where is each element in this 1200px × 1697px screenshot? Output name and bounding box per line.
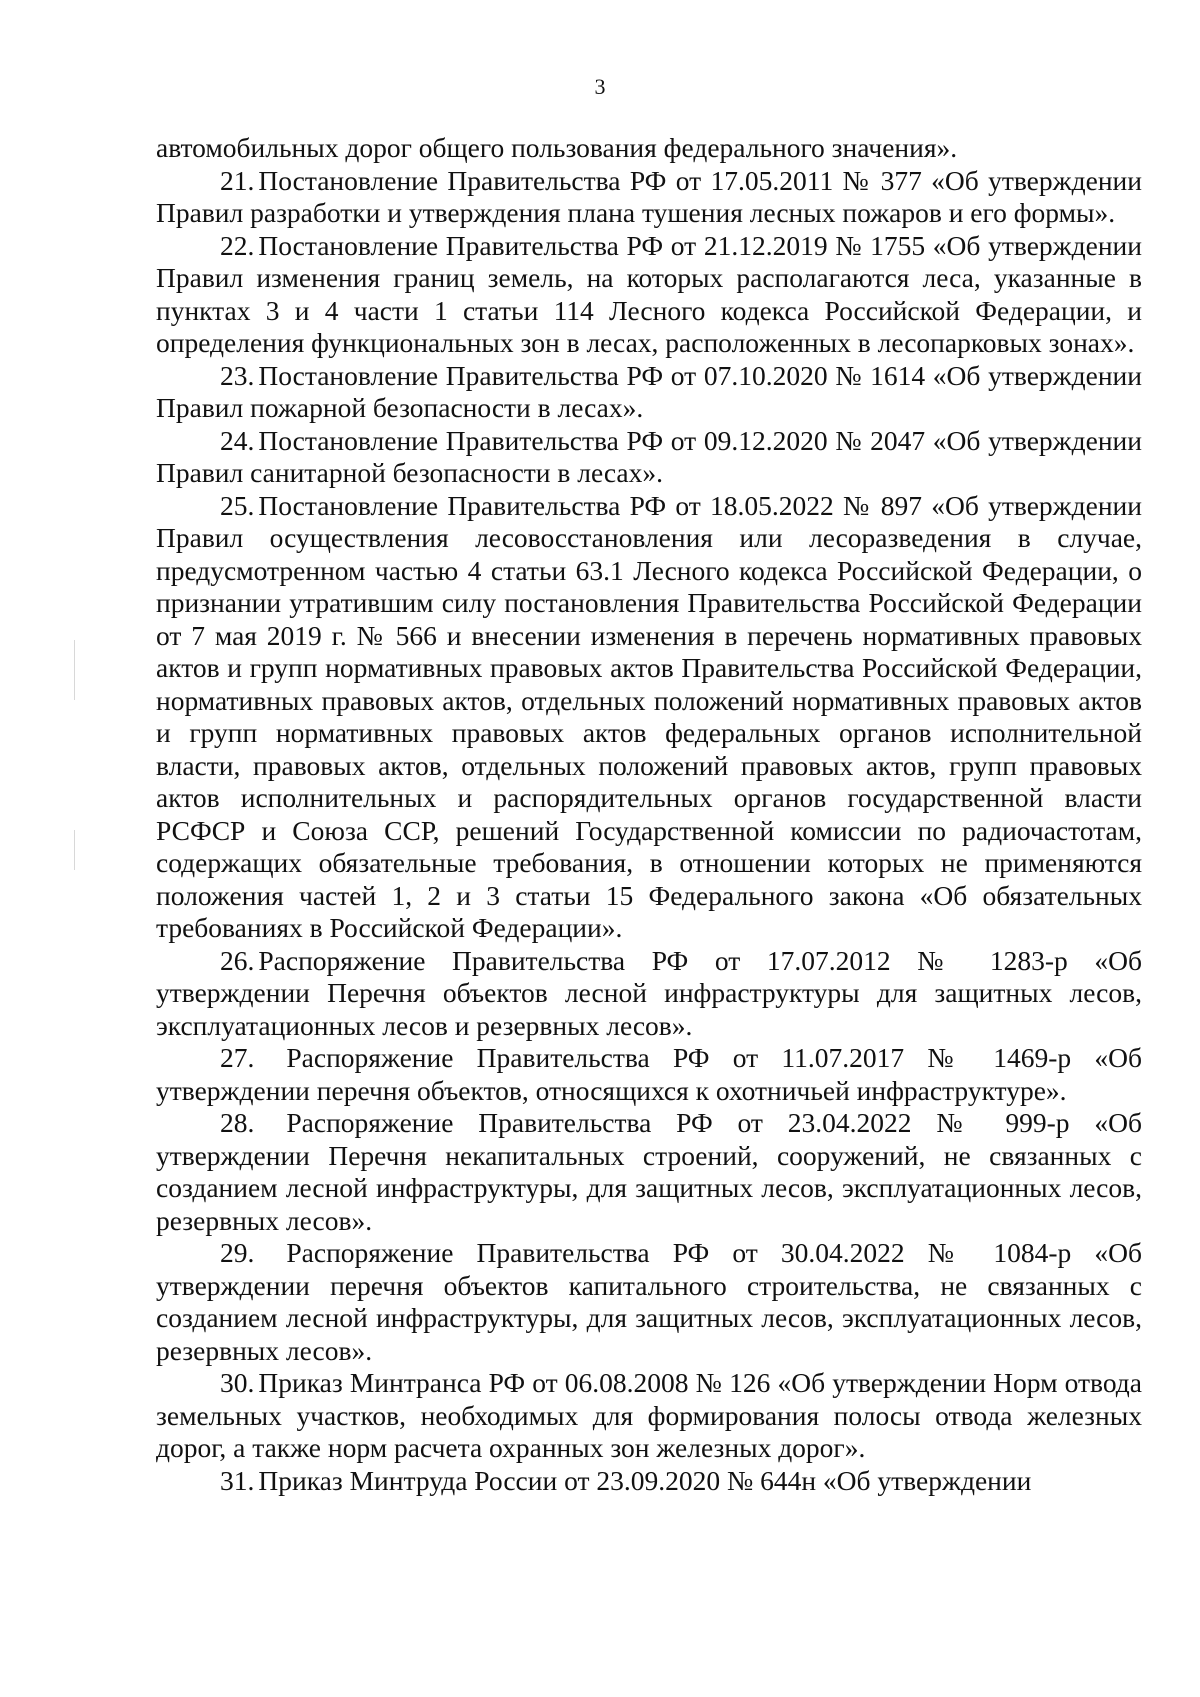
list-item bbox=[156, 490, 1142, 945]
item-text: Постановление Правительства РФ от 18.05.2022 № 897 «Об утверждении Правил осуществления лесовосстановления или лесоразведения в случае, предусмотренном частью 4 статьи 63.1 Лесного кодекса Российской Федерации, о признании утратившим силу постановления Правительства Российской Федерации от 7 мая 2019 г. № 566 и внесении изменения в перечень нормативных правовых актов и групп нормативных правовых актов Правительства Российской Федерации, нормативных правовых актов, отдельных положений нормативных правовых актов и групп нормативных правовых актов федеральных органов исполнительной власти, правовых актов, отдельных положений правовых актов, групп правовых актов исполнительных и распорядительных органов государственной власти РСФСР и Союза ССР, решений Государственной комиссии по радиочастотам, содержащих обязательные требования, в отношении которых не применяются положения частей 1, 2 и 3 статьи 15 Федерального закона «Об обязательных требованиях в Российской Федерации». bbox=[156, 489, 1142, 943]
item-number: 21. bbox=[220, 164, 255, 196]
document-body bbox=[156, 132, 1142, 1497]
list-item bbox=[156, 425, 1142, 490]
item-number: 27. bbox=[220, 1042, 255, 1073]
list-item bbox=[156, 1042, 1142, 1107]
item-text: Постановление Правительства РФ от 07.10.2020 № 1614 «Об утверждении Правил пожарной безопасности в лесах». bbox=[156, 359, 1142, 423]
list-item bbox=[156, 1367, 1142, 1465]
list-item-continuation bbox=[156, 132, 1142, 165]
item-number: 22. bbox=[220, 229, 255, 261]
list-item bbox=[156, 165, 1142, 230]
list-item bbox=[156, 945, 1142, 1043]
list-item bbox=[156, 1237, 1142, 1367]
item-text: Постановление Правительства РФ от 09.12.2020 № 2047 «Об утверждении Правил санитарной безопасности в лесах». bbox=[156, 424, 1142, 488]
item-number: 26. bbox=[220, 944, 255, 976]
item-text: Постановление Правительства РФ от 17.05.2011 № 377 «Об утверждении Правил разработки и утверждения плана тушения лесных пожаров и его формы». bbox=[156, 164, 1142, 228]
item-number: 24. bbox=[220, 424, 255, 456]
list-item bbox=[156, 1107, 1142, 1237]
page-number: 3 bbox=[594, 74, 606, 99]
item-number: 28. bbox=[220, 1107, 255, 1138]
item-number: 31. bbox=[220, 1464, 255, 1496]
item-text: Распоряжение Правительства РФ от 30.04.2022 № 1084-р «Об утверждении перечня объектов капитального строительства, не связанных с созданием лесной инфраструктуры, для защитных лесов, эксплуатационных лесов, резервных лесов». bbox=[156, 1237, 1142, 1366]
item-text: Распоряжение Правительства РФ от 23.04.2022 № 999-р «Об утверждении Перечня некапитальных строений, сооружений, не связанных с созданием лесной инфраструктуры, для защитных лесов, эксплуатационных лесов, резервных лесов». bbox=[156, 1107, 1142, 1236]
list-item bbox=[156, 360, 1142, 425]
item-number: 23. bbox=[220, 359, 255, 391]
list-item bbox=[156, 230, 1142, 360]
item-number: 25. bbox=[220, 489, 255, 521]
scan-edge-mark bbox=[74, 640, 75, 700]
item-text: Распоряжение Правительства РФ от 11.07.2017 № 1469-р «Об утверждении перечня объектов, относящихся к охотничьей инфраструктуре». bbox=[156, 1042, 1142, 1106]
item-text: Распоряжение Правительства РФ от 17.07.2012 № 1283-р «Об утверждении Перечня объектов лесной инфраструктуры для защитных лесов, эксплуатационных лесов и резервных лесов». bbox=[156, 944, 1142, 1041]
item-number: 29. bbox=[220, 1237, 255, 1268]
item-text: Постановление Правительства РФ от 21.12.2019 № 1755 «Об утверждении Правил изменения границ земель, на которых располагаются леса, указанные в пунктах 3 и 4 части 1 статьи 114 Лесного кодекса Российской Федерации, и определения функциональных зон в лесах, расположенных в лесопарковых зонах». bbox=[156, 229, 1142, 358]
item-text: Приказ Минтранса РФ от 06.08.2008 № 126 «Об утверждении Норм отвода земельных участков, необходимых для формирования полосы отвода железных дорог, а также норм расчета охранных зон железных дорог». bbox=[156, 1367, 1142, 1463]
scan-edge-mark bbox=[74, 830, 75, 870]
item-text: автомобильных дорог общего пользования федерального значения». bbox=[156, 132, 958, 163]
item-number: 30. bbox=[220, 1367, 255, 1398]
item-text: Приказ Минтруда России от 23.09.2020 № 644н «Об утверждении bbox=[258, 1464, 1032, 1496]
list-item bbox=[156, 1465, 1142, 1498]
